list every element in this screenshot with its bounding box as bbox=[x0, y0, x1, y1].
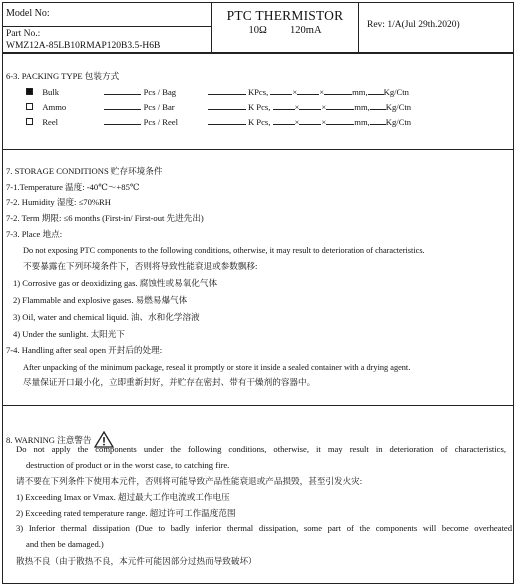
kpcs-blank[interactable] bbox=[208, 116, 246, 125]
unit2-label: K Pcs, bbox=[247, 117, 271, 127]
packing-label: Bulk bbox=[42, 87, 60, 97]
times-sign: × bbox=[321, 117, 327, 127]
product-spec bbox=[212, 25, 358, 36]
qty-blank[interactable] bbox=[104, 101, 141, 110]
times-sign: × bbox=[294, 117, 300, 127]
dim2-blank[interactable] bbox=[299, 116, 321, 125]
header-table bbox=[2, 2, 514, 53]
mm-label: mm, bbox=[352, 87, 368, 97]
title-cell bbox=[212, 2, 359, 53]
packing-heading: 6-3. PACKING TYPE 包装方式 bbox=[6, 71, 120, 81]
weight-blank[interactable] bbox=[370, 101, 386, 110]
term-line: 7-2. Term 期限: ≤6 months (First-in/ First-out 先进先出) bbox=[6, 213, 204, 223]
warning-item-3-en-2: and then be damaged.) bbox=[26, 539, 104, 549]
storage-section bbox=[2, 149, 514, 405]
packing-section bbox=[2, 53, 514, 149]
times-sign: × bbox=[294, 102, 300, 112]
packing-row-reel bbox=[26, 116, 411, 128]
warning-item-1: 1) Exceeding Imax or Vmax. 超过最大工作电流或工作电压 bbox=[16, 492, 230, 502]
warning-item-3-en-1: 3) Inferior thermal dissipation (Due to badly inferior thermal dissipation, some part of the components will become overheated bbox=[16, 523, 512, 533]
part-no-label: Part No.: bbox=[6, 29, 41, 39]
storage-item-1: 1) Corrosive gas or deoxidizing gas. 腐蚀性或易氧化气体 bbox=[13, 278, 218, 288]
weight-blank[interactable] bbox=[368, 86, 384, 95]
warning-section bbox=[2, 405, 514, 584]
kg-label: Kg/Ctn bbox=[385, 102, 412, 112]
model-no-label: Model No: bbox=[6, 8, 50, 19]
weight-blank[interactable] bbox=[370, 116, 386, 125]
reel-checkbox[interactable] bbox=[26, 118, 33, 125]
place-chinese-text: 不要暴露在下列环境条件下，否则将导致性能衰退或参数飘移: bbox=[23, 261, 258, 271]
part-no-cell bbox=[2, 27, 212, 53]
unit1-label: Pcs / Reel bbox=[143, 117, 178, 127]
storage-item-2: 2) Flammable and explosive gases. 易燃易爆气体 bbox=[13, 295, 188, 305]
storage-item-4: 4) Under the sunlight. 太阳光下 bbox=[13, 329, 125, 339]
dim2-blank[interactable] bbox=[297, 86, 319, 95]
times-sign: × bbox=[319, 87, 325, 97]
warning-intro-en-2: destruction of product or in the worst case, to catching fire. bbox=[26, 460, 230, 470]
kg-label: Kg/Ctn bbox=[383, 87, 409, 97]
warning-intro-en-1: Do not apply the components under the following conditions, otherwise, it may result in deterioration of characteristics, bbox=[16, 444, 506, 454]
handling-line: 7-4. Handling after seal open 开封后的处理: bbox=[6, 345, 163, 355]
mm-label: mm, bbox=[354, 102, 370, 112]
place-line: 7-3. Place 地点: bbox=[6, 229, 63, 239]
resistance-value: 10Ω bbox=[248, 25, 267, 36]
warning-heading: 8. WARNING 注意警告 bbox=[6, 434, 92, 445]
dim3-blank[interactable] bbox=[326, 116, 354, 125]
times-sign: × bbox=[321, 102, 327, 112]
packing-row-ammo bbox=[26, 101, 411, 113]
packing-row-bulk bbox=[26, 86, 409, 98]
temperature-line: 7-1.Temperature 温度: -40℃～+85℃ bbox=[6, 182, 140, 192]
warning-item-3-cn: 散热不良（由于散热不良，本元件可能因部分过热而导致破坏） bbox=[16, 556, 257, 566]
unit1-label: Pcs / Bar bbox=[143, 102, 175, 112]
kpcs-blank[interactable] bbox=[208, 86, 246, 95]
product-title: PTC THERMISTOR bbox=[226, 8, 344, 23]
unit2-label: KPcs, bbox=[247, 87, 269, 97]
times-sign: × bbox=[292, 87, 298, 97]
warning-item-2: 2) Exceeding rated temperature range. 超过许可工作温度范围 bbox=[16, 508, 236, 518]
part-no-value: WMZ12A-85LB10RMAP120B3.5-H6B bbox=[6, 41, 161, 51]
kpcs-blank[interactable] bbox=[208, 101, 246, 110]
packing-label: Ammo bbox=[42, 102, 67, 112]
place-english-text: Do not exposing PTC components to the following conditions, otherwise, it may result to deterioration of characteristics. bbox=[23, 246, 425, 255]
qty-blank[interactable] bbox=[104, 86, 141, 95]
dim1-blank[interactable] bbox=[273, 116, 295, 125]
bulk-checkbox[interactable] bbox=[26, 88, 33, 95]
qty-blank[interactable] bbox=[104, 116, 141, 125]
dim1-blank[interactable] bbox=[270, 86, 292, 95]
ammo-checkbox[interactable] bbox=[26, 103, 33, 110]
packing-label: Reel bbox=[42, 117, 59, 127]
dim3-blank[interactable] bbox=[324, 86, 352, 95]
storage-heading: 7. STORAGE CONDITIONS 贮存环境条件 bbox=[6, 166, 163, 176]
handling-chinese-text: 尽量保证开口最小化，立即重新封好，并贮存在密封、带有干燥剂的容器中。 bbox=[23, 377, 316, 387]
mm-label: mm, bbox=[354, 117, 370, 127]
dim1-blank[interactable] bbox=[273, 101, 295, 110]
dim3-blank[interactable] bbox=[326, 101, 354, 110]
storage-item-3: 3) Oil, water and chemical liquid. 油、水和化学溶液 bbox=[13, 312, 200, 322]
dim2-blank[interactable] bbox=[299, 101, 321, 110]
revision-text: Rev: 1/A(Jul 29th.2020) bbox=[367, 20, 460, 30]
handling-english-text: After unpacking of the minimum package, reseal it promptly or store it inside a sealed container with a drying agent. bbox=[23, 363, 411, 372]
current-value: 120mA bbox=[290, 25, 322, 36]
humidity-line: 7-2. Humidity 湿度: ≤70%RH bbox=[6, 197, 111, 207]
revision-cell bbox=[359, 2, 514, 53]
kg-label: Kg/Ctn bbox=[385, 117, 412, 127]
model-no-cell bbox=[2, 2, 212, 27]
unit2-label: K Pcs, bbox=[247, 102, 271, 112]
unit1-label: Pcs / Bag bbox=[143, 87, 177, 97]
warning-intro-cn: 请不要在下列条件下使用本元件，否则将可能导致产品性能衰退或产品损毁，甚至引发火灾: bbox=[16, 476, 363, 486]
